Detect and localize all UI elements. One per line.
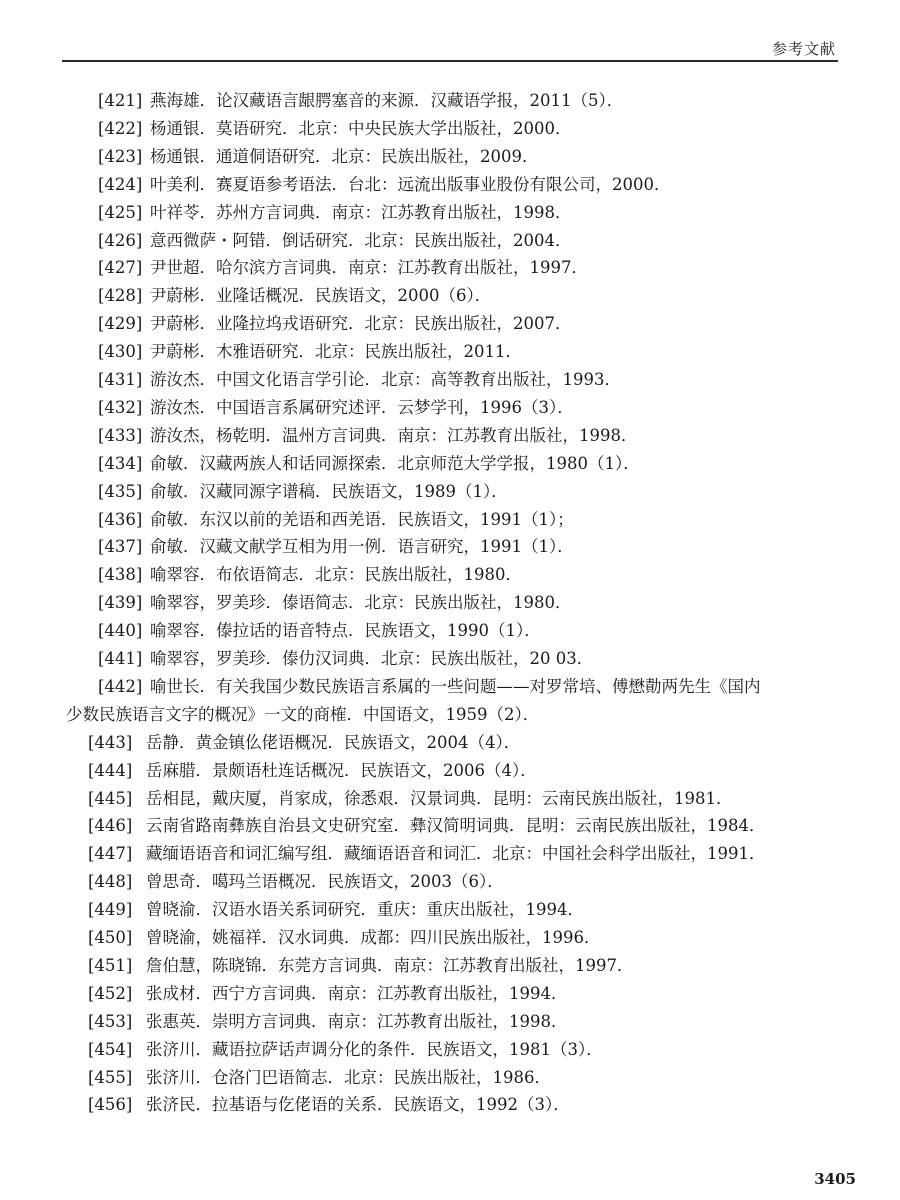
reference-entry	[88, 1036, 900, 1063]
reference-entry	[98, 171, 900, 198]
reference-entry	[98, 561, 900, 588]
reference-entry	[98, 115, 900, 142]
reference-entry	[88, 840, 900, 867]
reference-text: 喻世长．有关我国少数民族语言系属的一些问题——对罗常培、傅懋勣两先生《国内	[150, 676, 761, 696]
reference-text: 张济川．藏语拉萨话声调分化的条件．民族语文，1981（3）．	[146, 1039, 603, 1059]
reference-entry	[88, 1064, 900, 1091]
reference-text: 尹蔚彬．木雅语研究．北京：民族出版社，2011．	[150, 342, 522, 362]
reference-text: 意西微萨・阿错．倒话研究．北京：民族出版社，2004．	[150, 230, 572, 250]
reference-entry	[98, 199, 900, 226]
reference-text-continuation: 少数民族语言文字的概况》一文的商榷．中国语文，1959（2）．	[66, 704, 540, 724]
reference-entry	[98, 254, 900, 281]
reference-entry	[98, 338, 900, 365]
reference-number: [421]	[98, 91, 143, 110]
reference-entry	[98, 589, 900, 616]
reference-text: 曾晓渝．汉语水语关系词研究．重庆：重庆出版社，1994．	[146, 900, 584, 920]
reference-number: [447]	[88, 844, 133, 864]
reference-number: [445]	[88, 788, 133, 808]
reference-number: [441]	[98, 649, 143, 668]
reference-text: 燕海雄．论汉藏语言龈腭塞音的来源．汉藏语学报，2011（5）．	[150, 91, 624, 110]
reference-entry	[98, 394, 900, 421]
reference-number: [432]	[98, 397, 143, 417]
reference-entry	[88, 1091, 900, 1118]
reference-entry	[88, 1008, 900, 1035]
reference-entry	[88, 980, 900, 1007]
reference-text: 尹蔚彬．业隆话概况．民族语文，2000（6）．	[150, 286, 492, 306]
reference-text: 岳静．黄金镇仫佬语概况．民族语文，2004（4）．	[146, 732, 521, 752]
reference-entry	[98, 422, 900, 449]
reference-text: 游汝杰．中国语言系属研究述评．云梦学刊，1996（3）．	[150, 397, 574, 417]
reference-text: 云南省路南彝族自治县文史研究室．彝汉简明词典．昆明：云南民族出版社，1984．	[146, 816, 766, 836]
reference-entry	[88, 924, 900, 951]
reference-entry	[98, 506, 900, 533]
reference-text: 俞敏．汉藏两族人和话同源探索．北京师范大学学报，1980（1）．	[150, 453, 640, 473]
reference-text: 张惠英．崇明方言词典．南京：江苏教育出版社，1998．	[146, 1011, 568, 1031]
reference-number: [422]	[98, 118, 143, 138]
reference-number: [451]	[88, 955, 133, 975]
reference-text: 叶祥苓．苏州方言词典．南京：江苏教育出版社，1998．	[150, 202, 572, 222]
reference-entry	[88, 812, 900, 839]
reference-number: [455]	[88, 1067, 133, 1087]
reference-entry	[98, 282, 900, 309]
reference-text: 藏缅语语音和词汇编写组．藏缅语语音和词汇．北京：中国社会科学出版社，1991．	[146, 844, 766, 864]
reference-entry	[88, 868, 900, 895]
reference-number: [453]	[88, 1011, 133, 1031]
reference-number: [450]	[88, 928, 133, 947]
reference-text: 杨通银．通道侗语研究．北京：民族出版社，2009．	[150, 146, 539, 166]
reference-entry	[98, 617, 900, 644]
reference-entry	[88, 896, 900, 923]
reference-text: 杨通银．莫语研究．北京：中央民族大学出版社，2000．	[150, 118, 572, 138]
reference-number: [449]	[88, 900, 133, 920]
reference-number: [448]	[88, 872, 133, 892]
reference-number: [443]	[88, 732, 133, 752]
reference-entry	[98, 533, 900, 560]
reference-entry	[98, 87, 900, 114]
reference-number: [424]	[98, 174, 143, 194]
reference-number: [440]	[98, 621, 143, 641]
reference-number: [437]	[98, 537, 143, 557]
reference-number: [429]	[98, 314, 143, 334]
reference-entry	[98, 673, 900, 700]
reference-number: [439]	[98, 593, 143, 613]
reference-text: 叶美利．赛夏语参考语法．台北：远流出版事业股份有限公司，2000．	[150, 174, 671, 194]
reference-entry	[88, 952, 900, 979]
reference-text: 岳相昆，戴庆厦，肖家成，徐悉艰．汉景词典．昆明：云南民族出版社，1981．	[146, 788, 733, 808]
reference-text: 游汝杰，杨乾明．温州方言词典．南京：江苏教育出版社，1998．	[150, 425, 638, 445]
page-number: 3405	[814, 1170, 856, 1188]
reference-text: 詹伯慧，陈晓锦．东莞方言词典．南京：江苏教育出版社，1997．	[146, 955, 634, 975]
reference-number: [435]	[98, 481, 143, 501]
header-rule	[62, 60, 838, 62]
reference-text: 岳麻腊．景颇语杜连话概况．民族语文，2006（4）．	[146, 760, 537, 780]
reference-text: 喻翠容，罗美珍．傣语简志．北京：民族出版社，1980．	[150, 593, 572, 613]
reference-text: 张济民．拉基语与仡佬语的关系．民族语文，1992（3）．	[146, 1095, 570, 1115]
reference-text: 张成材．西宁方言词典．南京：江苏教育出版社，1994．	[146, 983, 568, 1003]
reference-text: 俞敏．汉藏文献学互相为用一例．语言研究，1991（1）．	[150, 537, 574, 557]
reference-entry	[88, 729, 900, 756]
reference-text: 尹世超．哈尔滨方言词典．南京：江苏教育出版社，1997．	[150, 258, 588, 278]
reference-entry	[88, 757, 900, 784]
reference-number: [427]	[98, 258, 143, 278]
reference-number: [454]	[88, 1039, 133, 1059]
reference-number: [428]	[98, 286, 143, 306]
reference-entry	[98, 450, 900, 477]
reference-text: 曾思奇．噶玛兰语概况．民族语文，2003（6）．	[146, 872, 504, 892]
reference-text: 俞敏．东汉以前的羌语和西羌语．民族语文，1991（1）；	[150, 509, 574, 529]
reference-number: [438]	[98, 565, 143, 585]
reference-number: [431]	[98, 370, 143, 389]
reference-text: 喻翠容．傣拉话的语音特点．民族语文，1990（1）．	[150, 621, 541, 641]
reference-entry	[98, 478, 900, 505]
reference-entry	[98, 645, 900, 672]
reference-number: [456]	[88, 1095, 133, 1115]
reference-number: [423]	[98, 146, 143, 166]
reference-number: [444]	[88, 760, 133, 780]
reference-number: [425]	[98, 202, 143, 222]
reference-number: [442]	[98, 676, 143, 696]
reference-text: 喻翠容．布依语简志．北京：民族出版社，1980．	[150, 565, 522, 585]
reference-entry	[98, 227, 900, 254]
running-header: 参考文献	[771, 40, 836, 58]
reference-text: 喻翠容，罗美珍．傣仂汉词典．北京：民族出版社，20 03．	[150, 649, 594, 668]
reference-entry	[98, 143, 900, 170]
reference-number: [433]	[98, 425, 143, 445]
reference-entry	[88, 785, 900, 812]
reference-text: 游汝杰．中国文化语言学引论．北京：高等教育出版社，1993．	[150, 370, 621, 389]
reference-number: [452]	[88, 983, 133, 1003]
reference-entry	[98, 366, 900, 393]
reference-number: [430]	[98, 342, 143, 362]
reference-number: [436]	[98, 509, 143, 529]
reference-text: 尹蔚彬．业隆拉坞戎语研究．北京：民族出版社，2007．	[150, 314, 572, 334]
reference-text: 张济川．仓洛门巴语简志．北京：民族出版社，1986．	[146, 1067, 551, 1087]
reference-number: [434]	[98, 453, 143, 473]
reference-text: 曾晓渝，姚福祥．汉水词典．成都：四川民族出版社，1996．	[146, 928, 601, 947]
reference-entry	[98, 310, 900, 337]
reference-number: [446]	[88, 816, 133, 836]
reference-number: [426]	[98, 230, 143, 250]
reference-text: 俞敏．汉藏同源字谱稿．民族语文，1989（1）．	[150, 481, 508, 501]
